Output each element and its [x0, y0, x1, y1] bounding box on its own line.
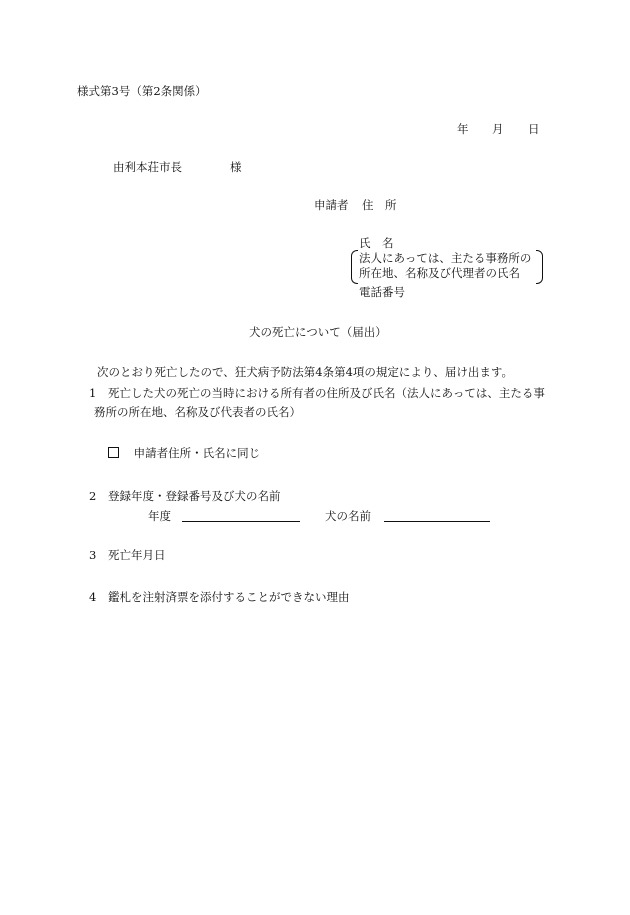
date-month-label: 月: [492, 122, 504, 136]
item-1-number: 1: [89, 386, 97, 400]
applicant-label: 申請者: [314, 198, 349, 212]
registration-year-field[interactable]: [182, 509, 300, 526]
bracket-right: [536, 250, 543, 284]
date-year-label: 年: [457, 122, 469, 136]
item-4-text: 鑑札を注射済票を添付することができない理由: [108, 590, 350, 604]
item-2-number: 2: [89, 489, 97, 503]
item-4-number: 4: [89, 590, 97, 604]
form-id: 様式第3号（第2条関係）: [77, 84, 207, 98]
corporate-note-line1: 法人にあっては、主たる事務所の: [359, 251, 532, 265]
intro-text: 次のとおり死亡したので、狂犬病予防法第4条第4項の規定により、届け出ます。: [97, 365, 513, 379]
item-3-text: 死亡年月日: [108, 548, 166, 562]
addressee-name: 由利本荘市長: [113, 160, 182, 174]
dog-name-field[interactable]: [384, 509, 490, 526]
applicant-address-label: 住 所: [362, 198, 397, 212]
item-1-text-line1: 死亡した犬の死亡の当時における所有者の住所及び氏名（法人にあっては、主たる事: [108, 386, 545, 400]
same-as-applicant-checkbox[interactable]: [108, 447, 119, 458]
applicant-name-label: 氏 名: [359, 236, 394, 250]
registration-year-label: 年度: [148, 509, 171, 523]
dog-name-label: 犬の名前: [325, 509, 371, 523]
date-day-label: 日: [528, 122, 540, 136]
item-1-text-line2: 務所の所在地、名称及び代表者の氏名）: [94, 405, 301, 419]
corporate-note-line2: 所在地、名称及び代理者の氏名: [359, 266, 520, 280]
document-title: 犬の死亡について（届出）: [249, 325, 387, 339]
item-2-text: 登録年度・登録番号及び犬の名前: [108, 489, 281, 503]
item-3-number: 3: [89, 548, 97, 562]
bracket-left: [351, 250, 358, 284]
same-as-applicant-label: 申請者住所・氏名に同じ: [133, 446, 261, 460]
same-as-applicant-option[interactable]: [108, 446, 260, 461]
addressee-honorific: 様: [230, 160, 242, 174]
applicant-phone-label: 電話番号: [359, 285, 405, 299]
